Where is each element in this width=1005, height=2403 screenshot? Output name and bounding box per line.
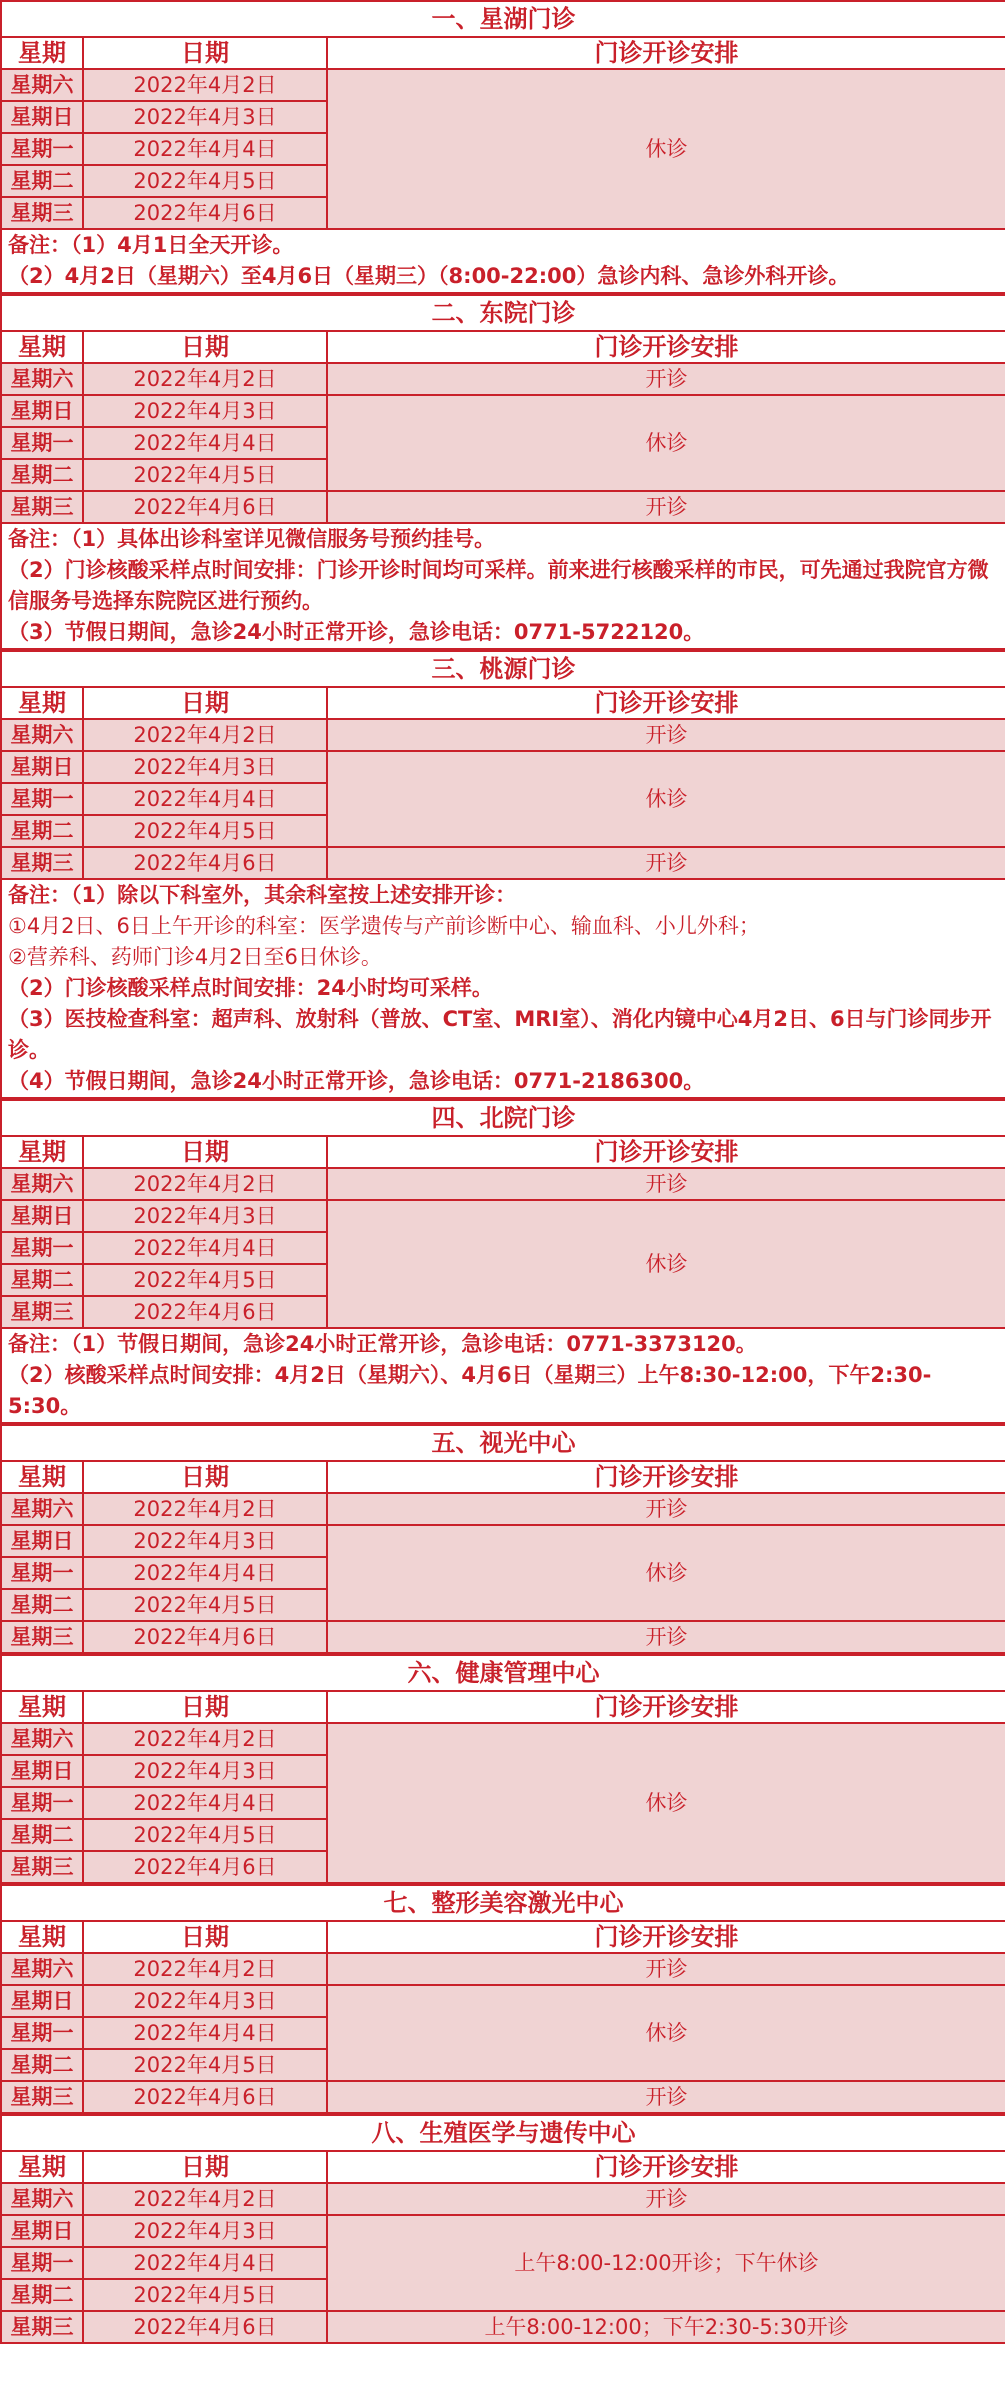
table-row xyxy=(1,1723,1005,1755)
table-header-row xyxy=(1,687,1005,719)
weekday-cell: 星期二 xyxy=(1,2279,83,2311)
note-line: （2）4月2日（星期六）至4月6日（星期三）（8:00-22:00）急诊内科、急诊外科开诊。 xyxy=(8,264,850,288)
weekday-cell: 星期一 xyxy=(1,2017,83,2049)
date-cell: 2022年4月4日 xyxy=(83,1787,327,1819)
date-cell: 2022年4月2日 xyxy=(83,1493,327,1525)
schedule-status-cell: 休诊 xyxy=(327,751,1005,847)
weekday-cell: 星期三 xyxy=(1,491,83,523)
section-title: 六、健康管理中心 xyxy=(1,1655,1005,1691)
table-row xyxy=(1,2081,1005,2113)
table-row xyxy=(1,719,1005,751)
date-cell: 2022年4月3日 xyxy=(83,1200,327,1232)
header-date: 日期 xyxy=(83,2151,327,2183)
header-weekday: 星期 xyxy=(1,1461,83,1493)
table-header-row xyxy=(1,1136,1005,1168)
weekday-cell: 星期日 xyxy=(1,751,83,783)
weekday-cell: 星期一 xyxy=(1,1787,83,1819)
note-line: ②营养科、药师门诊4月2日至6日休诊。 xyxy=(8,945,382,969)
date-cell: 2022年4月5日 xyxy=(83,459,327,491)
date-cell: 2022年4月3日 xyxy=(83,2215,327,2247)
header-weekday: 星期 xyxy=(1,687,83,719)
date-cell: 2022年4月6日 xyxy=(83,2311,327,2343)
header-date: 日期 xyxy=(83,331,327,363)
section-title-row xyxy=(1,1885,1005,1921)
note-line: （3）医技检查科室：超声科、放射科（普放、CT室、MRI室）、消化内镜中心4月2日、6日与门诊同步开诊。 xyxy=(8,1007,992,1062)
clinic-section-table xyxy=(0,0,1005,294)
header-schedule: 门诊开诊安排 xyxy=(327,1461,1005,1493)
table-row xyxy=(1,69,1005,101)
schedule-status-cell: 上午8:00-12:00开诊；下午休诊 xyxy=(327,2215,1005,2311)
weekday-cell: 星期六 xyxy=(1,1493,83,1525)
date-cell: 2022年4月3日 xyxy=(83,395,327,427)
weekday-cell: 星期二 xyxy=(1,459,83,491)
section-title-row xyxy=(1,2115,1005,2151)
weekday-cell: 星期一 xyxy=(1,2247,83,2279)
weekday-cell: 星期三 xyxy=(1,1296,83,1328)
section-title: 八、生殖医学与遗传中心 xyxy=(1,2115,1005,2151)
header-date: 日期 xyxy=(83,1921,327,1953)
notes-row xyxy=(1,229,1005,293)
date-cell: 2022年4月3日 xyxy=(83,1525,327,1557)
schedule-status-cell: 休诊 xyxy=(327,69,1005,229)
schedule-status-cell: 休诊 xyxy=(327,1200,1005,1328)
notes-cell xyxy=(1,879,1005,1098)
weekday-cell: 星期一 xyxy=(1,427,83,459)
weekday-cell: 星期六 xyxy=(1,719,83,751)
date-cell: 2022年4月5日 xyxy=(83,1589,327,1621)
note-line: （2）核酸采样点时间安排：4月2日（星期六）、4月6日（星期三）上午8:30-12:00，下午2:30-5:30。 xyxy=(8,1363,932,1418)
clinic-section-table xyxy=(0,2114,1005,2344)
table-row xyxy=(1,1621,1005,1653)
date-cell: 2022年4月4日 xyxy=(83,2017,327,2049)
table-row xyxy=(1,751,1005,783)
date-cell: 2022年4月3日 xyxy=(83,751,327,783)
header-schedule: 门诊开诊安排 xyxy=(327,1136,1005,1168)
note-line: ①4月2日、6日上午开诊的科室：医学遗传与产前诊断中心、输血科、小儿外科； xyxy=(8,914,760,938)
table-row xyxy=(1,1953,1005,1985)
section-title: 三、桃源门诊 xyxy=(1,651,1005,687)
section-title-row xyxy=(1,1425,1005,1461)
note-line: 备注：（1）节假日期间，急诊24小时正常开诊，急诊电话：0771-3373120。 xyxy=(8,1332,757,1356)
notes-row xyxy=(1,879,1005,1098)
header-schedule: 门诊开诊安排 xyxy=(327,37,1005,69)
notes-row xyxy=(1,523,1005,649)
weekday-cell: 星期日 xyxy=(1,1755,83,1787)
header-schedule: 门诊开诊安排 xyxy=(327,1691,1005,1723)
header-date: 日期 xyxy=(83,37,327,69)
schedule-status-cell: 休诊 xyxy=(327,1985,1005,2081)
date-cell: 2022年4月4日 xyxy=(83,133,327,165)
date-cell: 2022年4月4日 xyxy=(83,1232,327,1264)
weekday-cell: 星期六 xyxy=(1,69,83,101)
weekday-cell: 星期二 xyxy=(1,815,83,847)
date-cell: 2022年4月2日 xyxy=(83,719,327,751)
schedule-status-cell: 开诊 xyxy=(327,1953,1005,1985)
weekday-cell: 星期一 xyxy=(1,783,83,815)
header-schedule: 门诊开诊安排 xyxy=(327,2151,1005,2183)
section-title: 四、北院门诊 xyxy=(1,1100,1005,1136)
header-date: 日期 xyxy=(83,1691,327,1723)
header-weekday: 星期 xyxy=(1,37,83,69)
date-cell: 2022年4月3日 xyxy=(83,101,327,133)
section-title-row xyxy=(1,1,1005,37)
weekday-cell: 星期三 xyxy=(1,2311,83,2343)
header-schedule: 门诊开诊安排 xyxy=(327,1921,1005,1953)
note-line: （2）门诊核酸采样点时间安排：24小时均可采样。 xyxy=(8,976,493,1000)
notes-row xyxy=(1,1328,1005,1423)
table-row xyxy=(1,2183,1005,2215)
header-weekday: 星期 xyxy=(1,1136,83,1168)
schedule-status-cell: 开诊 xyxy=(327,1621,1005,1653)
clinic-section-table xyxy=(0,294,1005,650)
notes-cell xyxy=(1,1328,1005,1423)
note-line: 备注：（1）除以下科室外，其余科室按上述安排开诊： xyxy=(8,883,517,907)
weekday-cell: 星期日 xyxy=(1,2215,83,2247)
schedule-status-cell: 开诊 xyxy=(327,1493,1005,1525)
weekday-cell: 星期日 xyxy=(1,395,83,427)
date-cell: 2022年4月5日 xyxy=(83,1819,327,1851)
weekday-cell: 星期日 xyxy=(1,1200,83,1232)
note-line: （2）门诊核酸采样点时间安排：门诊开诊时间均可采样。前来进行核酸采样的市民，可先通过我院官方微信服务号选择东院院区进行预约。 xyxy=(8,558,989,613)
weekday-cell: 星期六 xyxy=(1,1168,83,1200)
header-date: 日期 xyxy=(83,687,327,719)
table-row xyxy=(1,1168,1005,1200)
weekday-cell: 星期一 xyxy=(1,1232,83,1264)
section-title: 五、视光中心 xyxy=(1,1425,1005,1461)
section-title: 二、东院门诊 xyxy=(1,295,1005,331)
weekday-cell: 星期三 xyxy=(1,197,83,229)
section-title-row xyxy=(1,1100,1005,1136)
table-row xyxy=(1,1525,1005,1557)
date-cell: 2022年4月6日 xyxy=(83,1851,327,1883)
weekday-cell: 星期六 xyxy=(1,1953,83,1985)
header-date: 日期 xyxy=(83,1461,327,1493)
table-row xyxy=(1,1985,1005,2017)
table-row xyxy=(1,395,1005,427)
weekday-cell: 星期一 xyxy=(1,1557,83,1589)
table-header-row xyxy=(1,37,1005,69)
table-header-row xyxy=(1,2151,1005,2183)
date-cell: 2022年4月5日 xyxy=(83,2049,327,2081)
date-cell: 2022年4月6日 xyxy=(83,491,327,523)
table-row xyxy=(1,491,1005,523)
header-weekday: 星期 xyxy=(1,2151,83,2183)
weekday-cell: 星期日 xyxy=(1,1525,83,1557)
date-cell: 2022年4月2日 xyxy=(83,69,327,101)
date-cell: 2022年4月4日 xyxy=(83,427,327,459)
schedule-status-cell: 开诊 xyxy=(327,719,1005,751)
weekday-cell: 星期三 xyxy=(1,2081,83,2113)
clinic-section-table xyxy=(0,1424,1005,1654)
date-cell: 2022年4月2日 xyxy=(83,363,327,395)
schedule-status-cell: 开诊 xyxy=(327,2081,1005,2113)
note-line: （3）节假日期间，急诊24小时正常开诊，急诊电话：0771-5722120。 xyxy=(8,620,705,644)
weekday-cell: 星期二 xyxy=(1,1589,83,1621)
date-cell: 2022年4月2日 xyxy=(83,1723,327,1755)
weekday-cell: 星期三 xyxy=(1,1621,83,1653)
table-row xyxy=(1,363,1005,395)
table-header-row xyxy=(1,331,1005,363)
schedule-status-cell: 休诊 xyxy=(327,395,1005,491)
weekday-cell: 星期一 xyxy=(1,133,83,165)
date-cell: 2022年4月5日 xyxy=(83,815,327,847)
date-cell: 2022年4月6日 xyxy=(83,2081,327,2113)
table-row xyxy=(1,1200,1005,1232)
notes-cell xyxy=(1,523,1005,649)
schedule-status-cell: 开诊 xyxy=(327,2183,1005,2215)
header-weekday: 星期 xyxy=(1,1691,83,1723)
weekday-cell: 星期六 xyxy=(1,2183,83,2215)
header-schedule: 门诊开诊安排 xyxy=(327,331,1005,363)
date-cell: 2022年4月5日 xyxy=(83,165,327,197)
note-line: 备注：（1）具体出诊科室详见微信服务号预约挂号。 xyxy=(8,527,496,551)
weekday-cell: 星期二 xyxy=(1,1264,83,1296)
section-title-row xyxy=(1,1655,1005,1691)
section-title: 一、星湖门诊 xyxy=(1,1,1005,37)
schedule-status-cell: 休诊 xyxy=(327,1723,1005,1883)
table-header-row xyxy=(1,1691,1005,1723)
weekday-cell: 星期二 xyxy=(1,1819,83,1851)
schedule-status-cell: 开诊 xyxy=(327,363,1005,395)
schedule-status-cell: 休诊 xyxy=(327,1525,1005,1621)
weekday-cell: 星期二 xyxy=(1,165,83,197)
weekday-cell: 星期六 xyxy=(1,1723,83,1755)
weekday-cell: 星期三 xyxy=(1,847,83,879)
clinic-section-table xyxy=(0,650,1005,1099)
date-cell: 2022年4月6日 xyxy=(83,197,327,229)
table-row xyxy=(1,2311,1005,2343)
date-cell: 2022年4月4日 xyxy=(83,2247,327,2279)
schedule-status-cell: 上午8:00-12:00；下午2:30-5:30开诊 xyxy=(327,2311,1005,2343)
date-cell: 2022年4月3日 xyxy=(83,1755,327,1787)
date-cell: 2022年4月6日 xyxy=(83,1296,327,1328)
table-row xyxy=(1,847,1005,879)
table-header-row xyxy=(1,1461,1005,1493)
notes-cell xyxy=(1,229,1005,293)
date-cell: 2022年4月5日 xyxy=(83,2279,327,2311)
weekday-cell: 星期日 xyxy=(1,101,83,133)
date-cell: 2022年4月2日 xyxy=(83,1953,327,1985)
note-line: （4）节假日期间，急诊24小时正常开诊，急诊电话：0771-2186300。 xyxy=(8,1069,705,1093)
table-row xyxy=(1,2215,1005,2247)
table-header-row xyxy=(1,1921,1005,1953)
clinic-section-table xyxy=(0,1884,1005,2114)
clinic-section-table xyxy=(0,1099,1005,1424)
weekday-cell: 星期二 xyxy=(1,2049,83,2081)
date-cell: 2022年4月4日 xyxy=(83,783,327,815)
weekday-cell: 星期日 xyxy=(1,1985,83,2017)
header-weekday: 星期 xyxy=(1,331,83,363)
section-title-row xyxy=(1,651,1005,687)
header-date: 日期 xyxy=(83,1136,327,1168)
header-schedule: 门诊开诊安排 xyxy=(327,687,1005,719)
schedule-status-cell: 开诊 xyxy=(327,1168,1005,1200)
header-weekday: 星期 xyxy=(1,1921,83,1953)
table-row xyxy=(1,1493,1005,1525)
note-line: 备注：（1）4月1日全天开诊。 xyxy=(8,233,294,257)
date-cell: 2022年4月2日 xyxy=(83,1168,327,1200)
section-title-row xyxy=(1,295,1005,331)
weekday-cell: 星期六 xyxy=(1,363,83,395)
schedule-status-cell: 开诊 xyxy=(327,491,1005,523)
clinic-section-table xyxy=(0,1654,1005,1884)
weekday-cell: 星期三 xyxy=(1,1851,83,1883)
section-title: 七、整形美容激光中心 xyxy=(1,1885,1005,1921)
date-cell: 2022年4月2日 xyxy=(83,2183,327,2215)
date-cell: 2022年4月4日 xyxy=(83,1557,327,1589)
date-cell: 2022年4月3日 xyxy=(83,1985,327,2017)
date-cell: 2022年4月6日 xyxy=(83,1621,327,1653)
schedule-status-cell: 开诊 xyxy=(327,847,1005,879)
date-cell: 2022年4月6日 xyxy=(83,847,327,879)
date-cell: 2022年4月5日 xyxy=(83,1264,327,1296)
